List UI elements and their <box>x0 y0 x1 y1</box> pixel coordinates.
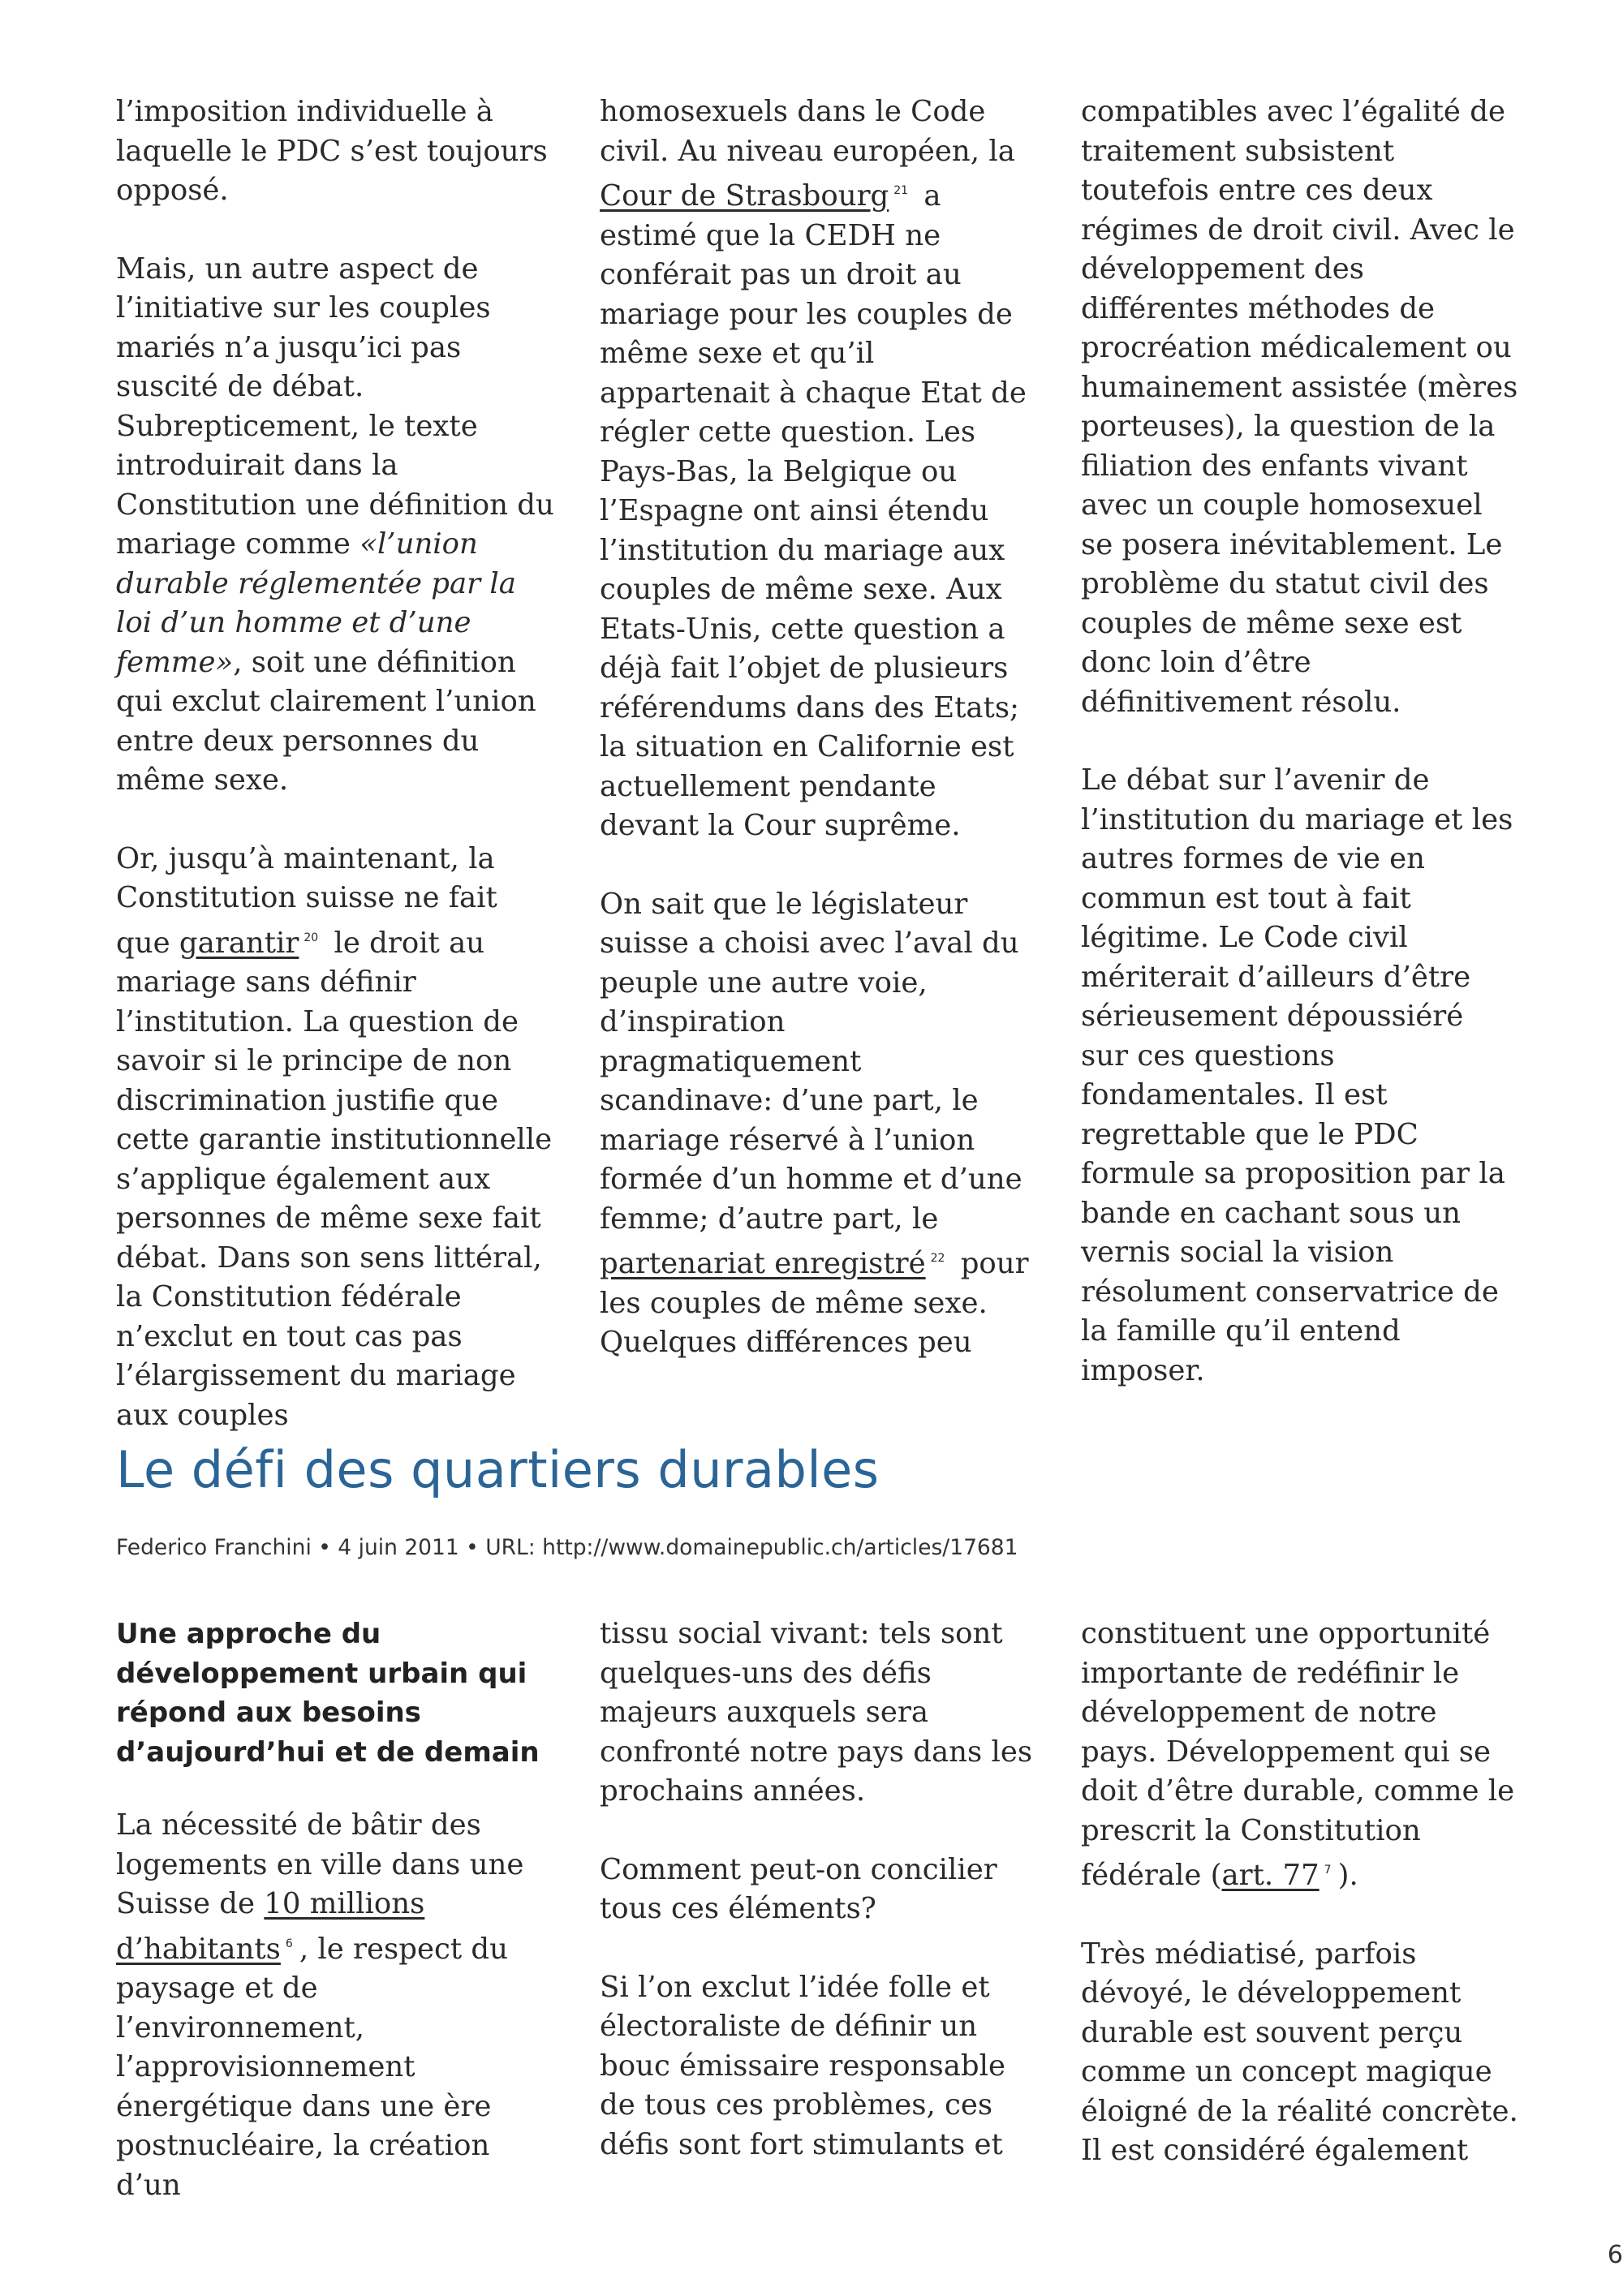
quoted-definition: «l’union durable réglementée par la loi d’un homme et d’une femme» <box>116 527 516 679</box>
article-title: Le défi des quartiers durables <box>116 1440 880 1499</box>
link-partenariat-enregistre[interactable]: partenariat enregistré <box>600 1247 926 1280</box>
footnote-ref[interactable]: 7 <box>1324 1864 1332 1877</box>
paragraph: homosexuels dans le Code civil. Au niveau européen, la Cour de Strasbourg $^{21}$ a estimé que la CEDH ne conférait pas un droit au mariage pour les couples de même sexe et qu’il appartenait à chaque Etat de régler cette question. Les Pays-Bas, la Belgique ou l’Espagne ont ainsi étendu l’institution du mariage aux couples de même sexe. Aux Etats-Unis, cette question a déjà fait l’objet de plusieurs référendums dans des Etats; la situation en Californie est actuellement pendante devant la Cour suprême. <box>600 95 1027 842</box>
link-cour-de-strasbourg[interactable]: Cour de Strasbourg <box>600 179 889 213</box>
paragraph: compatibles avec l’égalité de traitement subsistent toutefois entre ces deux régimes de droit civil. Avec le développement des différentes méthodes de procréation médicalement ou humainement assistée (mères porteuses), la question de la filiation des enfants vivant avec un couple homosexuel se posera inévitablement. Le problème du statut civil des couples de même sexe est donc loin d’être définitivement résolu. <box>1081 95 1518 719</box>
paragraph: Très médiatisé, parfois dévoyé, le développement durable est souvent perçu comme un concept magique éloigné de la réalité concrète. Il est considéré également <box>1081 1937 1518 2167</box>
paragraph: Le débat sur l’avenir de l’institution du mariage et les autres formes de vie en commun est tout à fait légitime. Le Code civil mériterait d’ailleurs d’être sérieusement dépoussiéré sur ces questions fondamentales. Il est regrettable que le PDC formule sa proposition par la bande en cachant sous un vernis social la vision résolument conservatrice de la famille qu’il entend imposer. <box>1081 763 1513 1387</box>
paragraph: La nécessité de bâtir des logements en ville dans une Suisse de 10 millions d’habitants $^6$ , le respect du paysage et de l’environnement, l’approvisionnement énergétique dans une ère postnucléaire, la création d’un <box>116 1808 524 2202</box>
article1-column-2 <box>600 92 1038 1402</box>
footnote-ref[interactable]: 22 <box>930 1252 945 1265</box>
link-art-77[interactable]: art. 77 <box>1221 1859 1319 1892</box>
page-number: 6 <box>1607 2241 1623 2269</box>
paragraph: Mais, un autre aspect de l’initiative sur les couples mariés n’a jusqu’ici pas suscité de débat. Subrepticement, le texte introduirait dans la Constitution une définition du mariage comme «l’union durable réglementée par la loi d’un homme et d’une femme», soit une définition qui exclut clairement l’union entre deux personnes du même sexe. <box>116 252 554 797</box>
paragraph: Or, jusqu’à maintenant, la Constitution suisse ne fait que garantir $^{20}$ le droit au mariage sans définir l’institution. La question de savoir si le principe de non discrimination justifie que cette garantie institutionnelle s’applique également aux personnes de même sexe fait débat. Dans son sens littéral, la Constitution fédérale n’exclut en tout cas pas l’élargissement du mariage aux couples <box>116 841 553 1432</box>
article-byline: Federico Franchini • 4 juin 2011 • URL: http://www.domainepublic.ch/articles/17681 <box>116 1535 1018 1560</box>
article1-column-3 <box>1081 92 1519 1430</box>
link-10-millions-habitants[interactable]: 10 millions d’habitants <box>116 1887 425 1966</box>
article1-column-1 <box>116 92 554 1474</box>
link-garantir[interactable]: garantir <box>179 926 299 960</box>
footnote-ref[interactable]: 6 <box>285 1937 293 1950</box>
paragraph: constituent une opportunité importante de redéfinir le développement de notre pays. Développement qui se doit d’être durable, comme le prescrit la Constitution fédérale (art. 77 $^7$ ). <box>1081 1617 1515 1892</box>
paragraph: On sait que le législateur suisse a choisi avec l’aval du peuple une autre voie, d’inspiration pragmatiquement scandinave: d’une part, le mariage réservé à l’union formée d’un homme et d’une femme; d’autre part, le partenariat enregistré $^{22}$ pour les couples de même sexe. Quelques différences peu <box>600 887 1029 1359</box>
paragraph: Comment peut-on concilier tous ces éléments? <box>600 1852 997 1925</box>
footnote-ref[interactable]: 20 <box>304 931 319 944</box>
article2-column-1 <box>116 1615 554 2244</box>
paragraph: Si l’on exclut l’idée folle et électoraliste de définir un bouc émissaire responsable de tous ces problèmes, ces défis sont fort stimulants et <box>600 1970 1005 2161</box>
article-subheading: Une approche du développement urbain qui répond aux besoins d’aujourd’hui et de demain <box>116 1618 540 1769</box>
article2-column-2 <box>600 1615 1038 2204</box>
article2-column-3 <box>1081 1615 1519 2210</box>
footnote-ref[interactable]: 21 <box>893 184 909 197</box>
paragraph: tissu social vivant: tels sont quelques-uns des défis majeurs auxquels sera confronté notre pays dans les prochains années. <box>600 1617 1033 1808</box>
paragraph: l’imposition individuelle à laquelle le PDC s’est toujours opposé. <box>116 95 548 207</box>
